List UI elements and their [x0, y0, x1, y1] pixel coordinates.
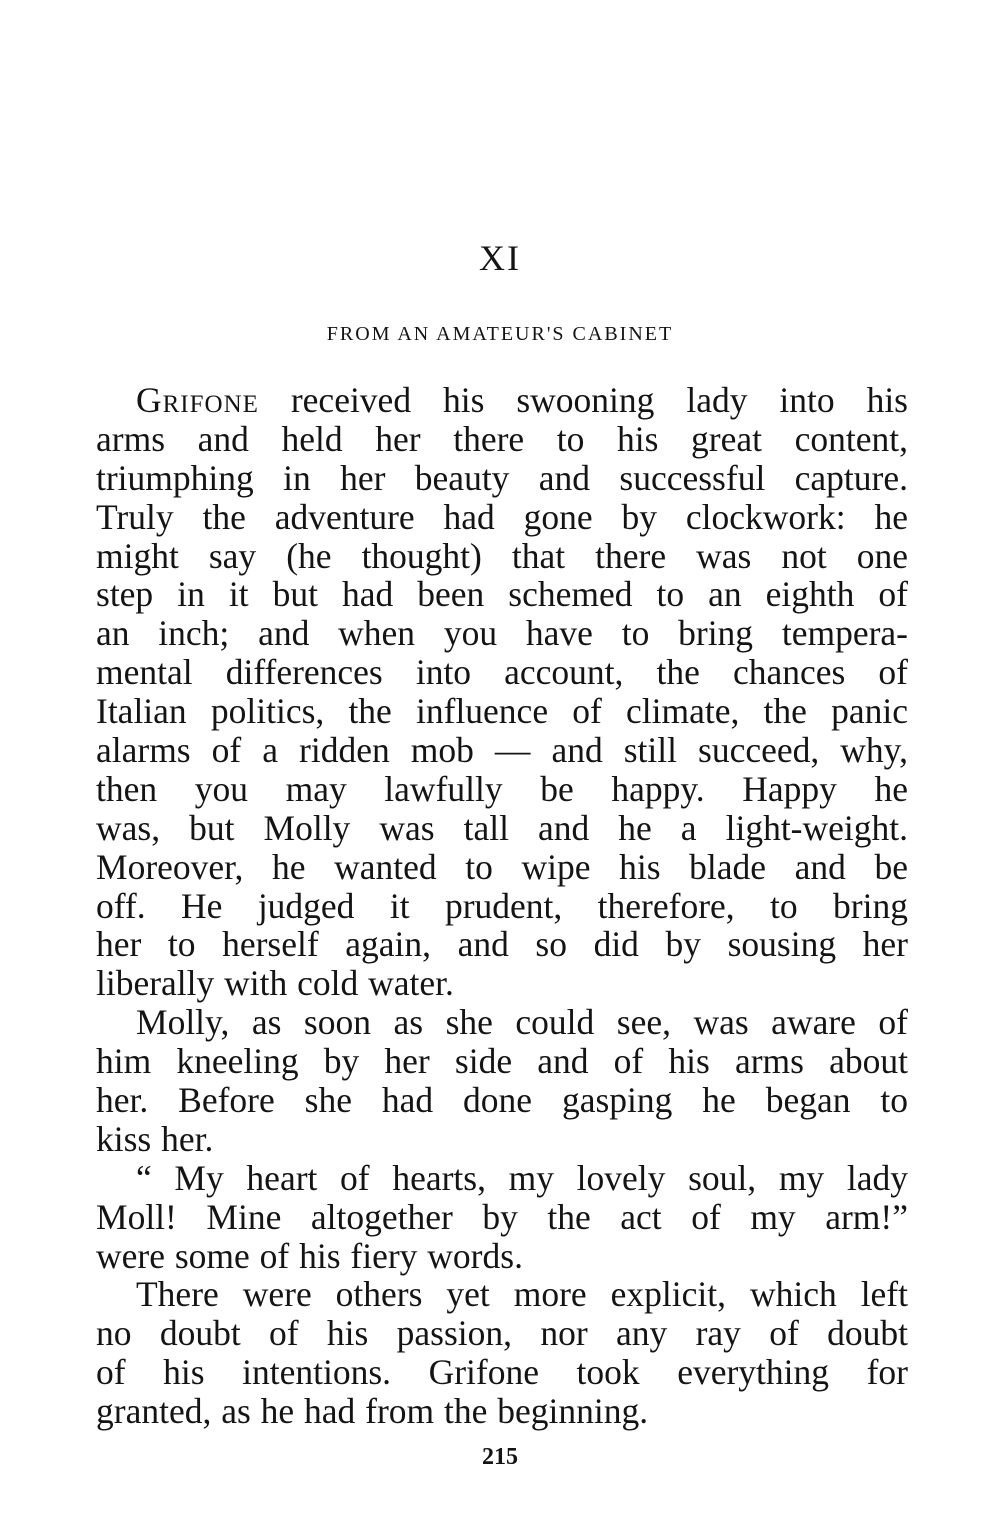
text-line: kiss her. [96, 1118, 214, 1159]
text-line: “ My heart of hearts, my lovely soul, my lady [136, 1157, 908, 1198]
text-line: granted, as he had from the beginning. [96, 1391, 649, 1432]
text-line: Italian politics, the influence of climate, the panic [96, 691, 908, 732]
text-line: arms and held her there to his great content, [96, 418, 908, 459]
text-line: triumphing in her beauty and successful capture. [96, 457, 908, 498]
text-line: was, but Molly was tall and he a light-weight. [96, 807, 908, 848]
chapter-title: FROM AN AMATEUR'S CABINET [326, 323, 674, 345]
text-line: Molly, as soon as she could see, was aware of [136, 1002, 908, 1043]
text-line: off. He judged it prudent, therefore, to bring [96, 885, 908, 926]
text-line: no doubt of his passion, nor any ray of doubt [96, 1313, 908, 1354]
text-line: then you may lawfully be happy. Happy he [96, 768, 908, 809]
text-line: Moreover, he wanted to wipe his blade and be [96, 846, 908, 887]
text-line: an inch; and when you have to bring tempera- [96, 613, 908, 654]
text-line: step in it but had been schemed to an eighth of [96, 574, 908, 615]
text-line: might say (he thought) that there was not one [96, 535, 908, 576]
text-line: were some of his fiery words. [96, 1235, 523, 1276]
page-number: 215 [482, 1444, 518, 1470]
text-line: her to herself again, and so did by sousing her [96, 924, 908, 965]
text-line: Grifone received his swooning lady into his [136, 380, 908, 420]
text-line: Moll! Mine altogether by the act of my arm!” [96, 1196, 908, 1237]
text-line: There were others yet more explicit, which left [136, 1274, 908, 1315]
text-line: alarms of a ridden mob — and still succeed, why, [96, 730, 908, 771]
text-line: liberally with cold water. [96, 963, 454, 1004]
body-text [96, 381, 908, 1431]
chapter-number: XI [479, 238, 521, 278]
text-line: her. Before she had done gasping he began to [96, 1080, 908, 1121]
text-line: him kneeling by her side and of his arms about [96, 1041, 908, 1082]
text-line: Truly the adventure had gone by clockwork: he [96, 496, 908, 537]
text-line: of his intentions. Grifone took everything for [96, 1352, 908, 1393]
opening-word: Grifone [136, 380, 259, 420]
text-line: mental differences into account, the chances of [96, 652, 908, 693]
